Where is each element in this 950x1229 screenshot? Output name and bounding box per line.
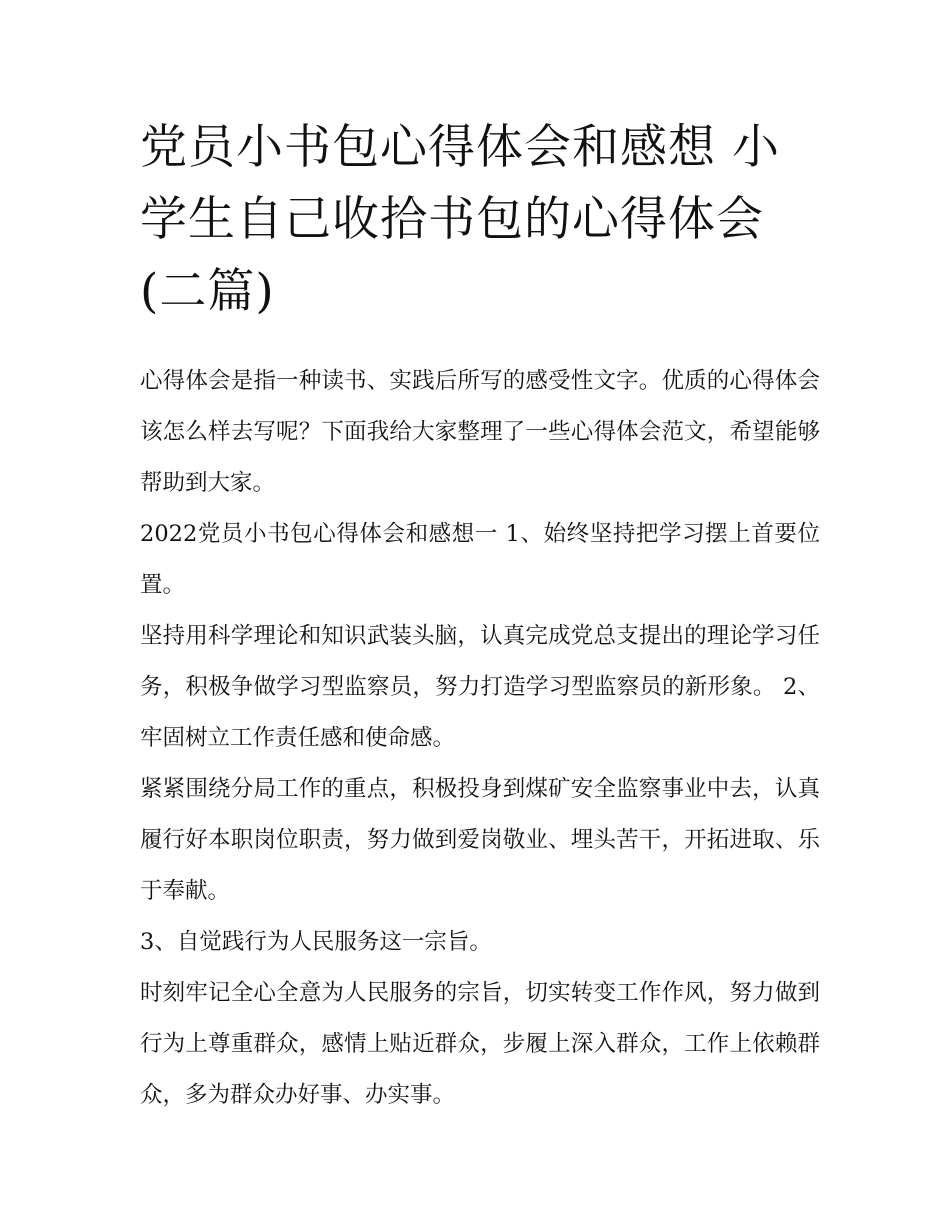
paragraph-point-1-detail: 坚持用科学理论和知识武装头脑，认真完成党总支提出的理论学习任务，积极争做学习型监察员，努力打造学习型监察员的新形象。 2、牢固树立工作责任感和使命感。 [140,623,820,751]
paragraph-point-2-detail: 紧紧围绕分局工作的重点，积极投身到煤矿安全监察事业中去，认真履行好本职岗位职责，努力做到爱岗敬业、埋头苦干，开拓进取、乐于奉献。 [140,776,820,904]
paragraph-intro: 心得体会是指一种读书、实践后所写的感受性文字。优质的心得体会该怎么样去写呢？下面我给大家整理了一些心得体会范文，希望能够帮助到大家。 [140,368,820,496]
paragraph-point-3-detail: 时刻牢记全心全意为人民服务的宗旨，切实转变工作作风，努力做到行为上尊重群众，感情上贴近群众，步履上深入群众，工作上依赖群众，多为群众办好事、办实事。 [140,980,820,1108]
paragraph-point-3: 3、自觉践行为人民服务这一宗旨。 [140,929,492,955]
document-body [140,356,820,1121]
document-title: 党员小书包心得体会和感想 小学生自己收拾书包的心得体会(二篇) [140,120,780,319]
paragraph-point-1: 2022党员小书包心得体会和感想一 1、始终坚持把学习摆上首要位置。 [140,521,820,598]
